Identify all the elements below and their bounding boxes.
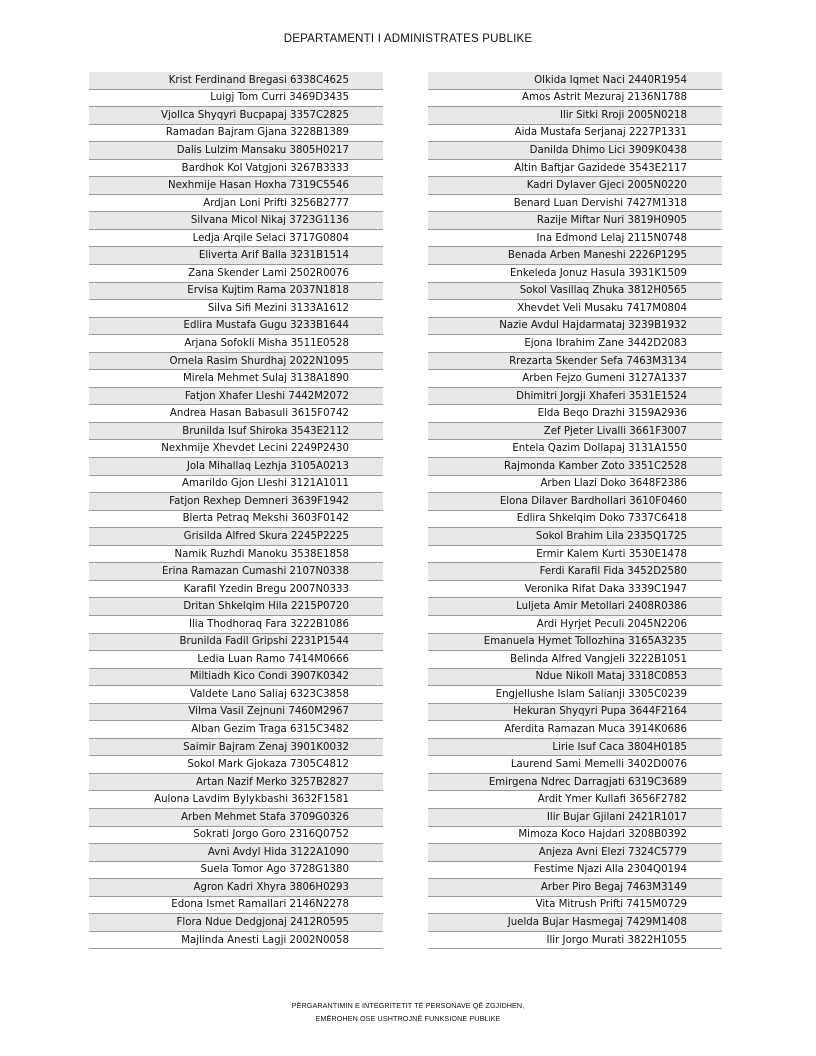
list-item: Sokol Brahim Lila 2335Q1725 [428, 528, 722, 546]
list-item: Luigj Tom Curri 3469D3435 [89, 90, 383, 108]
list-item: Brunilda Fadil Gripshi 2231P1544 [89, 634, 383, 652]
list-item: Sokol Mark Gjokaza 7305C4812 [89, 756, 383, 774]
list-item: Amarildo Gjon Lleshi 3121A1011 [89, 476, 383, 494]
list-item: Nexhmije Hasan Hoxha 7319C5546 [89, 177, 383, 195]
list-item: Suela Tomor Ago 3728G1380 [89, 862, 383, 880]
list-item: Flora Ndue Dedgjonaj 2412R0595 [89, 914, 383, 932]
list-item: Juelda Bujar Hasmegaj 7429M1408 [428, 914, 722, 932]
list-item: Lirie Isuf Caca 3804H0185 [428, 739, 722, 757]
list-item: Ermir Kalem Kurti 3530E1478 [428, 546, 722, 564]
list-item: Agron Kadri Xhyra 3806H0293 [89, 879, 383, 897]
list-item: Aida Mustafa Serjanaj 2227P1331 [428, 125, 722, 143]
list-item: Rrezarta Skender Sefa 7463M3134 [428, 353, 722, 371]
list-item: Avni Avdyl Hida 3122A1090 [89, 844, 383, 862]
list-item: Emanuela Hymet Tollozhina 3165A3235 [428, 634, 722, 652]
list-item: Ilir Jorgo Murati 3822H1055 [428, 932, 722, 950]
list-item: Silva Sifi Mezini 3133A1612 [89, 300, 383, 318]
list-item: Artan Nazif Merko 3257B2827 [89, 774, 383, 792]
list-item: Ilir Sitki Rroji 2005N0218 [428, 107, 722, 125]
footer-line-1: PËRGARANTIMIN E INTEGRITETIT TË PERSONAVE QË ZGJIDHEN, [291, 1001, 525, 1010]
list-item: Kadri Dylaver Gjeci 2005N0220 [428, 177, 722, 195]
list-item: Brunilda Isuf Shiroka 3543E2112 [89, 423, 383, 441]
list-item: Anjeza Avni Elezi 7324C5779 [428, 844, 722, 862]
list-item: Ardit Ymer Kullafi 3656F2782 [428, 791, 722, 809]
list-item: Emirgena Ndrec Darragjati 6319C3689 [428, 774, 722, 792]
list-item: Olkida Iqmet Naci 2440R1954 [428, 72, 722, 90]
list-item: Erina Ramazan Cumashi 2107N0338 [89, 563, 383, 581]
list-item: Razije Miftar Nuri 3819H0905 [428, 212, 722, 230]
list-item: Edona Ismet Ramallari 2146N2278 [89, 897, 383, 915]
list-item: Enkeleda Jonuz Hasula 3931K1509 [428, 265, 722, 283]
list-item: Aferdita Ramazan Muca 3914K0686 [428, 721, 722, 739]
list-item: Krist Ferdinand Bregasi 6338C4625 [89, 72, 383, 90]
list-item: Vilma Vasil Zejnuni 7460M2967 [89, 704, 383, 722]
page-title: DEPARTAMENTI I ADMINISTRATES PUBLIKE [283, 33, 533, 45]
list-item: Vita Mitrush Prifti 7415M0729 [428, 897, 722, 915]
list-item: Arjana Sofokli Misha 3511E0528 [89, 335, 383, 353]
list-item: Elona Dilaver Bardhollari 3610F0460 [428, 493, 722, 511]
list-item: Ledja Arqile Selaci 3717G0804 [89, 230, 383, 248]
list-item: Belinda Alfred Vangjeli 3222B1051 [428, 651, 722, 669]
list-item: Altin Baftjar Gazidede 3543E2117 [428, 160, 722, 178]
list-item: Dhimitri Jorgji Xhaferi 3531E1524 [428, 388, 722, 406]
list-item: Entela Qazim Dollapaj 3131A1550 [428, 440, 722, 458]
page-footer [0, 999, 816, 1025]
list-item: Mimoza Koco Hajdari 3208B0392 [428, 827, 722, 845]
list-item: Sokol Vasillaq Zhuka 3812H0565 [428, 283, 722, 301]
list-item: Ramadan Bajram Gjana 3228B1389 [89, 125, 383, 143]
list-item: Saimir Bajram Zenaj 3901K0032 [89, 739, 383, 757]
list-item: Nexhmije Xhevdet Lecini 2249P2430 [89, 440, 383, 458]
list-item: Benard Luan Dervishi 7427M1318 [428, 195, 722, 213]
list-item: Zana Skender Lami 2502R0076 [89, 265, 383, 283]
list-item: Mirela Mehmet Sulaj 3138A1890 [89, 370, 383, 388]
list-item: Valdete Lano Saliaj 6323C3858 [89, 686, 383, 704]
list-item: Miltiadh Kico Condi 3907K0342 [89, 669, 383, 687]
list-item: Dalis Lulzim Mansaku 3805H0217 [89, 142, 383, 160]
list-item: Ledia Luan Ramo 7414M0666 [89, 651, 383, 669]
list-item: Arben Fejzo Gumeni 3127A1337 [428, 370, 722, 388]
list-item: Edlira Shkelqim Doko 7337C6418 [428, 511, 722, 529]
list-item: Grisilda Alfred Skura 2245P2225 [89, 528, 383, 546]
list-item: Benada Arben Maneshi 2226P1295 [428, 247, 722, 265]
list-item: Alban Gezim Traga 6315C3482 [89, 721, 383, 739]
list-item: Ornela Rasim Shurdhaj 2022N1095 [89, 353, 383, 371]
list-item: Ferdi Karafil Fida 3452D2580 [428, 563, 722, 581]
list-item: Engjellushe Islam Salianji 3305C0239 [428, 686, 722, 704]
list-item: Veronika Rifat Daka 3339C1947 [428, 581, 722, 599]
list-item: Laurend Sami Memelli 3402D0076 [428, 756, 722, 774]
left-name-list [89, 72, 383, 949]
list-item: Ilia Thodhoraq Fara 3222B1086 [89, 616, 383, 634]
list-item: Sokrati Jorgo Goro 2316Q0752 [89, 827, 383, 845]
list-item: Fatjon Xhafer Lleshi 7442M2072 [89, 388, 383, 406]
list-item: Bardhok Kol Vatgjoni 3267B3333 [89, 160, 383, 178]
list-item: Ervisa Kujtim Rama 2037N1818 [89, 283, 383, 301]
list-item: Ardjan Loni Prifti 3256B2777 [89, 195, 383, 213]
list-item: Danilda Dhimo Lici 3909K0438 [428, 142, 722, 160]
list-item: Zef Pjeter Livalli 3661F3007 [428, 423, 722, 441]
list-item: Eliverta Arif Balla 3231B1514 [89, 247, 383, 265]
list-item: Edlira Mustafa Gugu 3233B1644 [89, 318, 383, 336]
list-item: Hekuran Shyqyri Pupa 3644F2164 [428, 704, 722, 722]
list-item: Arben Llazi Doko 3648F2386 [428, 476, 722, 494]
list-item: Elda Beqo Drazhi 3159A2936 [428, 405, 722, 423]
list-item: Dritan Shkelqim Hila 2215P0720 [89, 598, 383, 616]
list-item: Arben Mehmet Stafa 3709G0326 [89, 809, 383, 827]
list-item: Aulona Lavdim Bylykbashi 3632F1581 [89, 791, 383, 809]
list-item: Rajmonda Kamber Zoto 3351C2528 [428, 458, 722, 476]
list-item: Xhevdet Veli Musaku 7417M0804 [428, 300, 722, 318]
list-item: Blerta Petraq Mekshi 3603F0142 [89, 511, 383, 529]
list-item: Arber Piro Begaj 7463M3149 [428, 879, 722, 897]
list-item: Festime Njazi Alla 2304Q0194 [428, 862, 722, 880]
list-item: Jola Mihallaq Lezhja 3105A0213 [89, 458, 383, 476]
list-item: Luljeta Amir Metollari 2408R0386 [428, 598, 722, 616]
list-item: Ina Edmond Lelaj 2115N0748 [428, 230, 722, 248]
right-name-list [428, 72, 722, 949]
list-item: Ardi Hyrjet Peculi 2045N2206 [428, 616, 722, 634]
list-item: Majlinda Anesti Lagji 2002N0058 [89, 932, 383, 950]
list-item: Karafil Yzedin Bregu 2007N0333 [89, 581, 383, 599]
list-item: Silvana Micol Nikaj 3723G1136 [89, 212, 383, 230]
list-item: Nazie Avdul Hajdarmataj 3239B1932 [428, 318, 722, 336]
list-item: Andrea Hasan Babasuli 3615F0742 [89, 405, 383, 423]
list-item: Ilir Bujar Gjilani 2421R1017 [428, 809, 722, 827]
list-item: Vjollca Shyqyri Bucpapaj 3357C2825 [89, 107, 383, 125]
list-item: Namik Ruzhdi Manoku 3538E1858 [89, 546, 383, 564]
list-item: Ejona Ibrahim Zane 3442D2083 [428, 335, 722, 353]
footer-line-2: EMËROHEN OSE USHTROJNË FUNKSIONE PUBLIKE [315, 1014, 501, 1023]
list-item: Ndue Nikoll Mataj 3318C0853 [428, 669, 722, 687]
list-item: Amos Astrit Mezuraj 2136N1788 [428, 90, 722, 108]
list-item: Fatjon Rexhep Demneri 3639F1942 [89, 493, 383, 511]
